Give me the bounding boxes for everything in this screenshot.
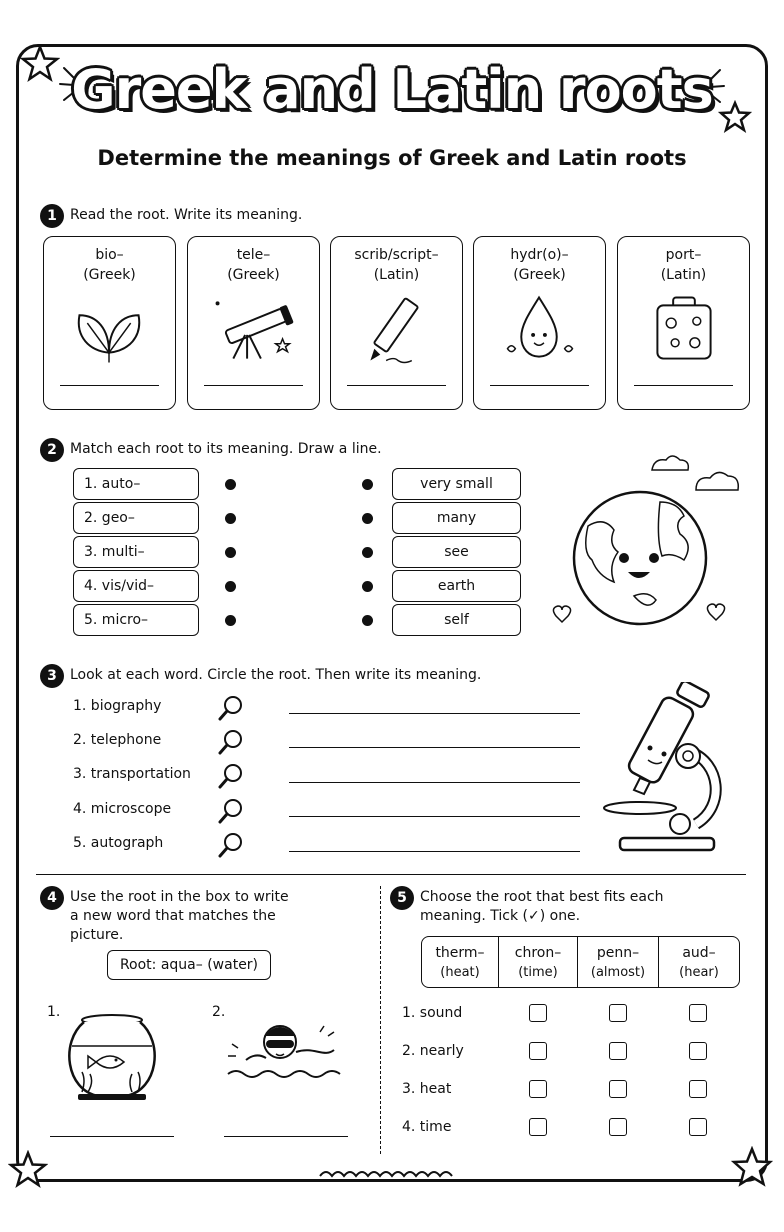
magnifier-icon: [217, 694, 245, 722]
match-dot-left[interactable]: [225, 513, 236, 524]
answer-line[interactable]: [50, 1136, 174, 1137]
page-title: Greek and Latin roots: [71, 58, 713, 121]
root-column-header: [421, 936, 499, 988]
root-origin: (Latin): [660, 267, 707, 283]
tick-checkbox[interactable]: [529, 1042, 547, 1060]
word-item: 2. telephone: [73, 732, 162, 748]
section-number: 3: [40, 664, 64, 688]
root-column-header: [577, 936, 659, 988]
tick-checkbox[interactable]: [689, 1118, 707, 1136]
match-dot-left[interactable]: [225, 547, 236, 558]
fishbowl-icon: [62, 1012, 162, 1102]
magnifier-icon: [217, 728, 245, 756]
section1-instruction: Read the root. Write its meaning.: [70, 207, 303, 223]
column-divider: [380, 886, 381, 1154]
root-card: [617, 236, 750, 410]
section5-instruction: Choose the root that best fits each meaning. Tick (✓) one.: [420, 889, 664, 924]
star-icon: [730, 1146, 774, 1190]
star-icon: [8, 1150, 48, 1190]
root-text: bio–: [95, 247, 124, 263]
section-number: 5: [390, 886, 414, 910]
column-root: therm–: [435, 945, 485, 961]
section1-header: [40, 206, 302, 228]
section-number: 1: [40, 204, 64, 228]
tick-checkbox[interactable]: [689, 1004, 707, 1022]
tick-checkbox[interactable]: [609, 1118, 627, 1136]
root-column-header: [658, 936, 740, 988]
tick-checkbox[interactable]: [689, 1080, 707, 1098]
word-item: 4. microscope: [73, 801, 172, 817]
word-item: 5. autograph: [73, 835, 164, 851]
match-root-box: 4. vis/vid–: [73, 570, 199, 602]
tick-checkbox[interactable]: [529, 1004, 547, 1022]
column-meaning: (heat): [440, 965, 480, 980]
match-root-box: 5. micro–: [73, 604, 199, 636]
magnifier-icon: [217, 831, 245, 859]
answer-line[interactable]: [634, 385, 733, 386]
match-meaning-box: see: [392, 536, 521, 568]
match-meaning-box: earth: [392, 570, 521, 602]
root-card: [187, 236, 320, 410]
pencil-icon: [331, 293, 462, 367]
section-number: 2: [40, 438, 64, 462]
match-dot-right[interactable]: [362, 581, 373, 592]
root-origin: (Greek): [513, 267, 566, 283]
tick-checkbox[interactable]: [609, 1080, 627, 1098]
match-meaning-box: self: [392, 604, 521, 636]
border-wave-ornament: [310, 1164, 470, 1186]
root-origin: (Latin): [373, 267, 420, 283]
match-root-box: 1. auto–: [73, 468, 199, 500]
match-root-box: 2. geo–: [73, 502, 199, 534]
root-box: Root: aqua– (water): [107, 950, 271, 980]
section-number: 4: [40, 886, 64, 910]
section3-instruction: Look at each word. Circle the root. Then write its meaning.: [70, 667, 482, 683]
tick-checkbox[interactable]: [529, 1118, 547, 1136]
meaning-answer-line[interactable]: [289, 782, 580, 783]
answer-line[interactable]: [60, 385, 159, 386]
column-root: penn–: [596, 945, 640, 961]
answer-line[interactable]: [347, 385, 446, 386]
tick-checkbox[interactable]: [689, 1042, 707, 1060]
root-text: port–: [665, 247, 702, 263]
section2-instruction: Match each root to its meaning. Draw a line.: [70, 441, 382, 457]
root-card: [330, 236, 463, 410]
item-number: 1.: [47, 1004, 61, 1020]
tick-checkbox[interactable]: [609, 1042, 627, 1060]
column-meaning: (almost): [590, 965, 646, 980]
section4-header: [40, 888, 290, 945]
meaning-answer-line[interactable]: [289, 851, 580, 852]
column-meaning: (time): [518, 965, 558, 980]
match-dot-right[interactable]: [362, 547, 373, 558]
meaning-answer-line[interactable]: [289, 713, 580, 714]
match-dot-left[interactable]: [225, 479, 236, 490]
answer-line[interactable]: [490, 385, 589, 386]
match-dot-left[interactable]: [225, 615, 236, 626]
item-number: 2.: [212, 1004, 226, 1020]
meaning-row-label: 4. time: [402, 1119, 452, 1135]
page-subtitle: Determine the meanings of Greek and Latin roots: [97, 146, 687, 170]
match-dot-right[interactable]: [362, 479, 373, 490]
match-root-box: 3. multi–: [73, 536, 199, 568]
root-card: [43, 236, 176, 410]
match-dot-right[interactable]: [362, 513, 373, 524]
section3-header: [40, 666, 481, 688]
match-dot-right[interactable]: [362, 615, 373, 626]
match-meaning-box: very small: [392, 468, 521, 500]
telescope-icon: [188, 293, 319, 367]
column-meaning: (hear): [679, 965, 719, 980]
microscope-icon: [600, 682, 730, 862]
root-column-header: [498, 936, 578, 988]
word-item: 3. transportation: [73, 766, 191, 782]
section2-header: [40, 440, 382, 462]
earth-globe-icon: [548, 446, 748, 636]
word-item: 1. biography: [73, 698, 162, 714]
match-dot-left[interactable]: [225, 581, 236, 592]
magnifier-icon: [217, 762, 245, 790]
meaning-row-label: 3. heat: [402, 1081, 452, 1097]
root-origin: (Greek): [227, 267, 280, 283]
column-root: aud–: [682, 945, 716, 961]
tick-checkbox[interactable]: [609, 1004, 627, 1022]
column-root: chron–: [514, 945, 562, 961]
match-meaning-box: many: [392, 502, 521, 534]
answer-line[interactable]: [224, 1136, 348, 1137]
meaning-answer-line[interactable]: [289, 816, 580, 817]
leaf-icon: [44, 293, 175, 367]
section-divider: [36, 874, 746, 875]
root-text: tele–: [236, 247, 271, 263]
root-text: scrib/script–: [354, 247, 439, 263]
root-card: [473, 236, 606, 410]
meaning-answer-line[interactable]: [289, 747, 580, 748]
section5-header: [390, 888, 680, 926]
root-text: hydr(o)–: [510, 247, 569, 263]
meaning-row-label: 2. nearly: [402, 1043, 464, 1059]
water-drop-icon: [474, 293, 605, 367]
meaning-row-label: 1. sound: [402, 1005, 463, 1021]
section4-instruction: Use the root in the box to write a new word that matches the picture.: [70, 889, 289, 943]
tick-checkbox[interactable]: [529, 1080, 547, 1098]
swimmer-icon: [222, 1014, 352, 1094]
magnifier-icon: [217, 797, 245, 825]
suitcase-icon: [618, 293, 749, 367]
root-origin: (Greek): [83, 267, 136, 283]
answer-line[interactable]: [204, 385, 303, 386]
